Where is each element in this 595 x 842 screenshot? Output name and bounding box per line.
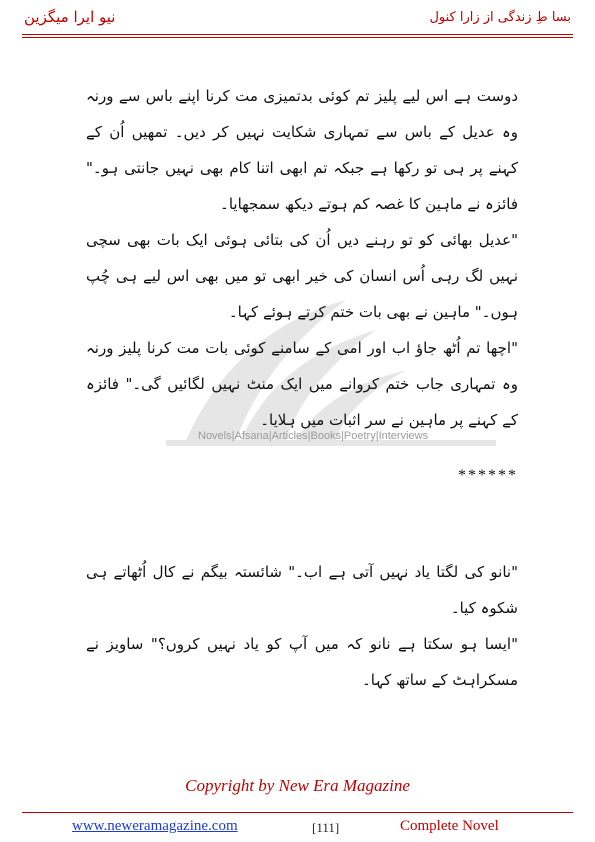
header-rule-thin [22,37,573,38]
header-rule [22,34,573,35]
story-text [86,78,518,698]
magazine-name: نیو ایرا میگزین [24,8,116,26]
paragraph: دوست ہے اس لیے پلیز تم کوئی بدتمیزی مت کرنا اپنے باس سے ورنہ وہ عدیل کے باس سے تمہاری شکایت نہیں کر دیں۔ تمھیں اُن کے کہنے پر ہی تو رکھا ہے جبکہ تم ابھی اتنا کام بھی نہیں جانتی ہو۔" فائزہ نے ماہین کا غصہ کم ہوتے دیکھ سمجھایا۔ [86,87,518,213]
copyright-notice: Copyright by New Era Magazine [185,776,410,795]
paragraph: "ایسا ہو سکتا ہے نانو کہ میں آپ کو یاد نہیں کروں؟" ساویز نے مسکراہٹ کے ساتھ کہا۔ [86,635,518,689]
website-link[interactable]: www.neweramagazine.com [72,818,238,834]
paragraph: "نانو کی لگتا یاد نہیں آتی ہے اب۔" شائستہ بیگم نے کال اُٹھاتے ہی شکوہ کیا۔ [86,563,518,617]
footer-label: Complete Novel [400,818,499,834]
section-separator: ****** [458,467,518,484]
page-number: [111] [312,820,340,835]
paragraph: "اچھا تم اُٹھ جاؤ اب اور امی کے سامنے کوئی بات مت کرنا پلیز ورنہ وہ تمہاری جاب ختم کروانے میں ایک منٹ نہیں لگائیں گی۔" فائزہ کے کہنے پر ماہین نے سر اثبات میں ہلایا۔ [86,339,518,429]
watermark-subtitle: Novels|Afsana|Articles|Books|Poetry|Interviews [198,430,429,442]
footer-rule [22,812,573,813]
book-title: بسا طِ زندگی از زارا کنول [429,10,571,25]
paragraph: "عدیل بھائی کو تو رہنے دیں اُن کی بتائی ہوئی ایک بات بھی سچی نہیں لگ رہی اُس انسان کی خیر ابھی تو میں بھی اس لیے ہی چُپ ہوں۔" ماہین نے بھی بات ختم کرتے ہوئے کہا۔ [86,231,518,321]
